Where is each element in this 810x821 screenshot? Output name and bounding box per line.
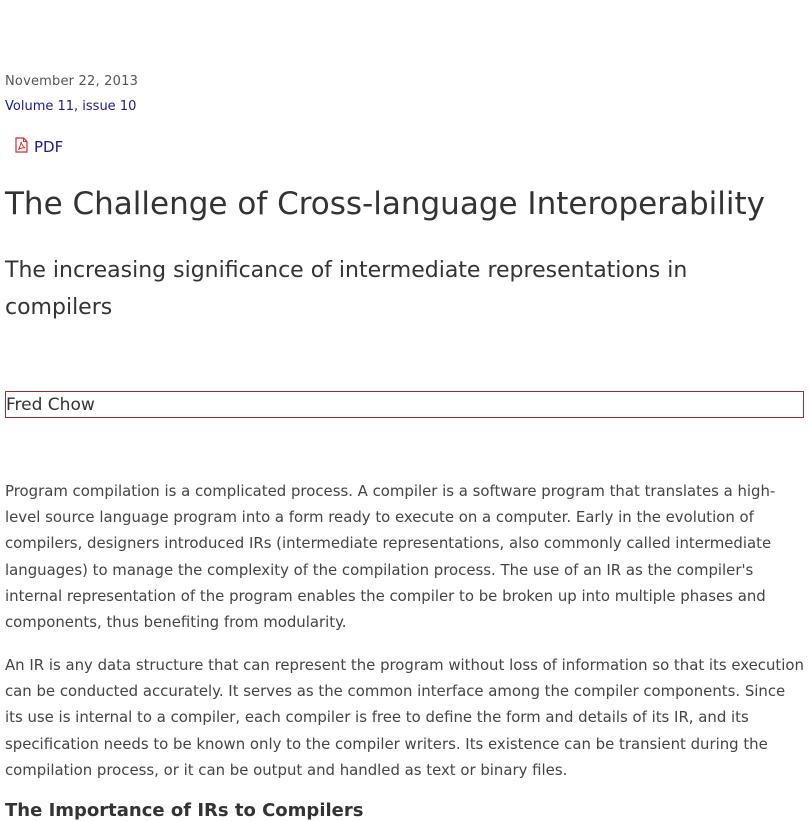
author-box — [5, 391, 804, 418]
pdf-link-label: PDF — [34, 138, 64, 156]
article-subtitle: The increasing significance of intermediate representations in compilers — [5, 258, 688, 320]
publication-date: November 22, 2013 — [5, 74, 139, 89]
body-paragraph-2: An IR is any data structure that can represent the program without loss of information so that its execution can be conducted accurately. It serves as the common interface among the compiler components. Since its use is internal to a compiler, each compiler is free to define the form and details of its IR, and its specification needs to be known only to the compiler writers. Its existence can be transient during the compilation process, or it can be output and handled as text or binary files. — [5, 656, 804, 779]
body-paragraph-1: Program compilation is a complicated process. A compiler is a software program that translates a high-level source language program into a form ready to execute on a computer. Early in the evolution of compilers, designers introduced IRs (intermediate representations, also commonly called intermediate languages) to manage the complexity of the compilation process. The use of an IR as the compiler's internal representation of the program enables the compiler to be broken up into multiple phases and components, thus benefiting from modularity. — [5, 482, 776, 632]
article-title: The Challenge of Cross-language Interoperability — [5, 186, 765, 222]
section-heading: The Importance of IRs to Compilers — [5, 800, 364, 821]
issue-link[interactable]: Volume 11, issue 10 — [5, 99, 137, 114]
pdf-file-icon — [15, 137, 34, 157]
pdf-download-link[interactable] — [15, 137, 63, 157]
author-name[interactable]: Fred Chow — [6, 395, 95, 415]
